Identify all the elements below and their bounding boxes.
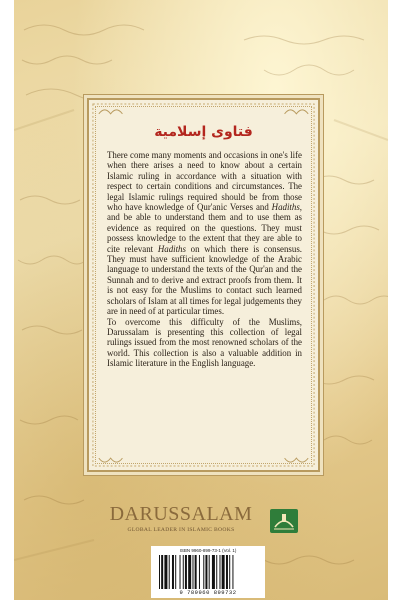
description-paragraph [107,317,302,369]
barcode-icon [159,555,257,589]
description-panel [87,98,320,472]
italic-term: Hadiths [157,243,186,254]
text-run: on which there is consensus. They must have sufficient knowledge of the Arabic language to understand the texts of the Qur'an and the Sunnah and to derive and extract proofs from them. It is not easy for the Muslims to contact such learned scholars of Islam at all times for legal judgements they are in need of at particular times. [107,243,302,317]
description-paragraph [107,150,302,317]
description-text [107,150,302,369]
publisher-name: DARUSSALAM [109,503,253,525]
text-run: To overcome this difficulty of the Muslims, Darussalam is presenting this collection of legal rulings issued from the most renowned scholars of the world. This collection is also a valuable addition in Islamic literature in the English language. [107,316,302,369]
text-run: There come many moments and occasions in one's life when there arises a need to know about a certain Islamic ruling in accordance with a situation with respect to certain conditions and circumstances. The legal Islamic rulings required should be from those who have knowledge of Qur'anic Verses and [107,150,302,213]
text-run: , and be able to understand them and to use them as evidence as required on the questions. They must possess knowledge to the extent that they are able to cite relevant [107,202,302,254]
book-back-cover [14,0,388,600]
isbn-label: ISBN 9960-899-73-1 (Vol. 1) [179,548,237,553]
barcode-digits: 9 789960 899732 [179,589,237,596]
italic-term: Hadiths [271,202,300,213]
publisher-tagline: GLOBAL LEADER IN ISLAMIC BOOKS [127,527,235,533]
barcode-box [151,546,265,598]
arabic-title: فتاوى إسلامية [154,124,253,140]
publisher-logo-icon [269,508,299,534]
